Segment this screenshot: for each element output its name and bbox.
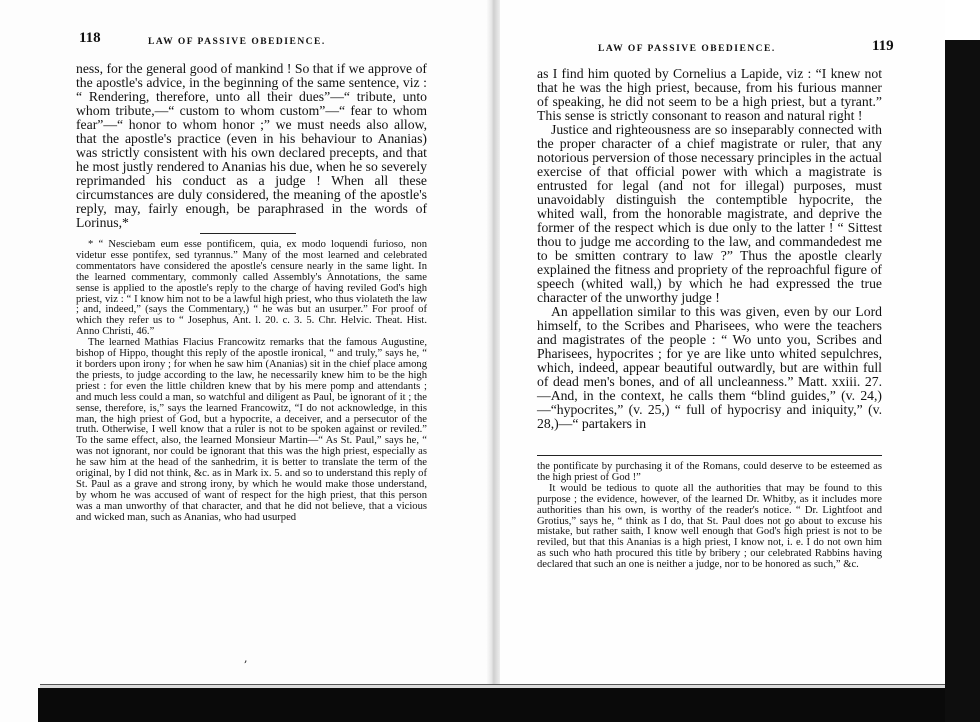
book-gutter: [486, 0, 500, 722]
scan-edge-shadow: [945, 40, 980, 722]
right-body-paragraph: as I find him quoted by Cornelius a Lapide, viz : “I knew not that he was the high priest, because, from his furious manner of speaking, he did not seem to be a high priest, but a tyrant.” This sense is strictly consonant to reason and natural right !: [537, 66, 882, 123]
right-footnote-paragraph: the pontificate by purchasing it of the Romans, could deserve to be esteemed as the high priest of God !”: [537, 461, 882, 483]
right-body-text: [537, 67, 882, 431]
left-body-text: [76, 62, 427, 230]
right-body-paragraph: An appellation similar to this was given, even by our Lord himself, to the Scribes and Pharisees, who were the teachers and magistrates of the people : “ Wo unto you, Scribes and Pharisees, hypocrites ; for ye are like unto whited sepulchres, which, indeed, appear beautiful outwardly, but are within full of dead men's bones, and of all uncleanness.” Matt. xxiii. 27.—And, in the context, he calls them “blind guides,” (v. 24,)—“hypocrites,” (v. 25,) “ full of hypocrisy and iniquity,” (v. 28,)—“ partakers in: [537, 304, 882, 431]
right-footnote-rule: [537, 455, 882, 456]
right-body-paragraph: Justice and righteousness are so inseparably connected with the proper character of a chief magistrate or ruler, that any notorious perversion of those necessary principles in the actual exercise of that official power with which a magistrate is entrusted for legal (and not for illegal) purposes, must unavoidably distinguish the contemptible hypocrite, the whited wall, from the honorable magistrate, and deprive the former of the respect which is due only to the latter ! “ Sittest thou to judge me according to the law, and commandedest me to be smitten contrary to law ?” Thus the apostle clearly explained the fitness and propriety of the reproachful figure of speech (whited wall,) by which he had expressed the true character of the unworthy judge !: [537, 122, 882, 305]
left-footnote-paragraph: The learned Mathias Flacius Francowitz remarks that the famous Augustine, bishop of Hippo, thought this reply of the apostle ironical, “ and truly,” says he, “ it borders upon irony ; for when he saw him (Ananias) sit in the chief place among the priests, to judge according to the law, he necessarily knew him to be the high priest : for even the little children knew that by his mere pomp and attendants ; and much less could a man, so watchful and diligent as Paul, be ignorant of it ; the sense, therefore, is,” says the learned Francowitz, “I do not acknowledge, in this man, the high priest of God, but a hypocrite, a deceiver, and a persecutor of the truth. Otherwise, I well know that a ruler is not to be spoken against or reviled.” To the same effect, also, the learned Monsieur Martin—“ As St. Paul,” says he, “ was not ignorant, nor could be ignorant that this was the high priest, especially as he saw him at the head of the sanhedrim, it is better to translate the term of the original, by I did not think, &c. as in Mark ix. 5. and so to understand this reply of St. Paul as a grave and strong irony, by which he would make those understand, by whom he was accused of want of respect for the high priest, that this person was a man unworthy of that character, and that he did not believe, that a vicious and wicked man, such as Ananias, who had usurped: [76, 337, 427, 523]
right-footnote-paragraph: It would be tedious to quote all the authorities that may be found to this purpose ; the evidence, however, of the learned Dr. Whitby, as it includes more authorities than his own, is worthy of the reader's notice. “ Dr. Lightfoot and Grotius,” says he, “ think as I do, that St. Paul does not go about to excuse his mistake, but rather saith, I know well enough that God's high priest is not to be reviled, but that this Ananias is a high priest, I know not, i. e. I do not own him as such who hath procured this title by bribery ; our celebrated Rabbins having declared that such an one is neither a judge, nor to be honored as such,” &c.: [537, 482, 882, 571]
left-page-number: 118: [79, 30, 101, 46]
right-running-head: LAW OF PASSIVE OBEDIENCE.: [598, 44, 776, 54]
left-footnote-rule: [200, 233, 296, 234]
left-body-paragraph: ness, for the general good of mankind ! So that if we approve of the apostle's advice, in the beginning of the same sentence, viz : “ Rendering, therefore, unto all their dues”—“ tribute, unto whom tribute,—“ custom to whom custom”—“ fear to whom fear”—“ honor to whom honor ;” we must needs also allow, that the apostle's practice (even in his behaviour to Ananias) was strictly consistent with his own declared precepts, and that he most justly rendered to Ananias his due, when he so severely reprimanded his conduct as a judge ! When all these circumstances are duly considered, the meaning of the apostle's reply, may, fairly enough, be paraphrased in the words of Lorinus,*: [76, 61, 427, 230]
right-page-number: 119: [872, 38, 894, 54]
left-running-head: LAW OF PASSIVE OBEDIENCE.: [148, 37, 326, 47]
scan-bottom-shadow: [38, 688, 945, 722]
stray-mark: ,: [244, 652, 248, 665]
left-footnote: [76, 240, 427, 524]
left-footnote-paragraph: * “ Nesciebam eum esse pontificem, quia, ex modo loquendi furioso, non videtur esse pontifex, sed tyrannus.” Many of the most learned and celebrated commentators have considered the apostle's censure nearly in the same light. In the learned commentary, commonly called Assembly's Annotations, the same sense is applied to the apostle's reply to the charge of having reviled God's high priest, viz : “ I know him not to be a lawful high priest, who thus violateth the law ; and, indeed,” (says the Commentary,) “ he was but an usurper.” For proof of which they refer us to “ Josephus, Ant. l. 20. c. 3. 5. Chr. Helvic. Theat. Hist. Anno Christi, 46.”: [76, 239, 427, 338]
right-footnote: [537, 462, 882, 571]
